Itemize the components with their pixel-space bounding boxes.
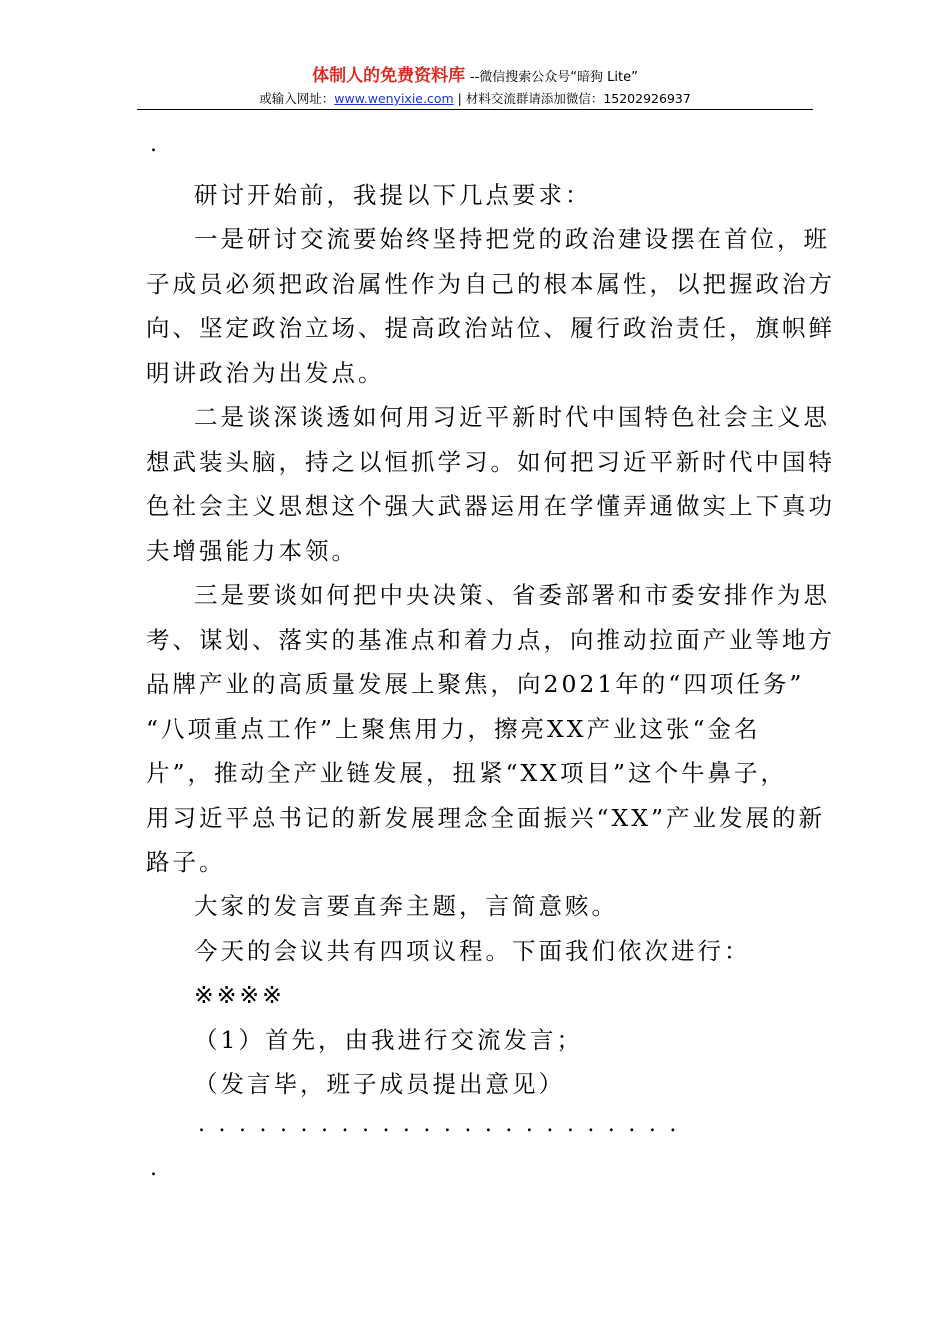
ellipsis-row: ........................ bbox=[198, 1112, 690, 1137]
item3-line: 考、谋划、落实的基准点和着力点，向推动拉面产业等地方 bbox=[146, 625, 835, 654]
item1-paragraph bbox=[146, 217, 835, 395]
header-divider bbox=[137, 109, 813, 110]
tail-dot: . bbox=[150, 1156, 160, 1181]
item3-line: 片”，推动全产业链发展，扭紧“XX项目”这个牛鼻子， bbox=[146, 759, 788, 787]
item2-line: 夫增强能力本领。 bbox=[146, 536, 358, 565]
item3-line: 路子。 bbox=[146, 848, 226, 876]
item2-line: 色社会主义思想这个强大武器运用在学懂弄通做实上下真功 bbox=[146, 492, 835, 520]
step1-line: （1）首先，由我进行交流发言； bbox=[194, 1026, 583, 1054]
remark-paragraph bbox=[146, 884, 814, 929]
marks-paragraph bbox=[146, 973, 814, 1018]
header-brand: 体制人的免费资料库 bbox=[312, 66, 466, 86]
header-site-suffix: | 材料交流群请添加微信：15202926937 bbox=[453, 91, 691, 106]
agenda-intro-line: 今天的会议共有四项议程。下面我们依次进行： bbox=[194, 937, 751, 965]
lead-dot: . bbox=[150, 132, 160, 157]
item3-line: “八项重点工作”上聚焦用力，擦亮XX产业这张“金名 bbox=[146, 714, 761, 743]
item3-line: 品牌产业的高质量发展上聚焦，向2021年的“四项任务” bbox=[146, 670, 805, 698]
agenda-intro-paragraph bbox=[146, 929, 814, 974]
item2-line: 想武装头脑，持之以恒抓学习。如何把习近平新时代中国特 bbox=[146, 447, 835, 476]
header-contact-line bbox=[0, 90, 950, 108]
item3-line: 用习近平总书记的新发展理念全面振兴“XX”产业发展的新 bbox=[146, 803, 825, 832]
header-site-link[interactable]: www.wenyixie.com bbox=[334, 91, 454, 106]
header-tagline: --微信搜索公众号“暗狗 Lite” bbox=[469, 70, 638, 85]
intro-paragraph bbox=[146, 173, 814, 218]
item1-line: 向、坚定政治立场、提高政治站位、履行政治责任，旗帜鲜 bbox=[146, 314, 835, 342]
remark-line: 大家的发言要直奔主题，言简意赅。 bbox=[194, 892, 618, 920]
item2-paragraph bbox=[146, 395, 835, 573]
reference-marks: ※※※※ bbox=[194, 981, 285, 1009]
item1-line: 明讲政治为出发点。 bbox=[146, 358, 385, 387]
intro-line: 研讨开始前，我提以下几点要求： bbox=[194, 181, 592, 209]
item2-line: 二是谈深谈透如何用习近平新时代中国特色社会主义思 bbox=[194, 403, 830, 431]
step1-paragraph bbox=[146, 1018, 814, 1063]
item3-line: 三是要谈如何把中央决策、省委部署和市委安排作为思 bbox=[194, 581, 830, 609]
item1-line: 子成员必须把政治属性作为自己的根本属性，以把握政治方 bbox=[146, 269, 835, 298]
item1-line: 一是研讨交流要始终坚持把党的政治建设摆在首位，班 bbox=[194, 225, 830, 253]
header-site-prefix: 或输入网址： bbox=[259, 91, 335, 106]
step1-note-paragraph bbox=[146, 1062, 814, 1107]
item3-paragraph bbox=[146, 573, 835, 885]
header-title-line bbox=[0, 66, 950, 88]
page-header bbox=[0, 66, 950, 108]
step1-note-line: （发言毕，班子成员提出意见） bbox=[194, 1070, 565, 1098]
